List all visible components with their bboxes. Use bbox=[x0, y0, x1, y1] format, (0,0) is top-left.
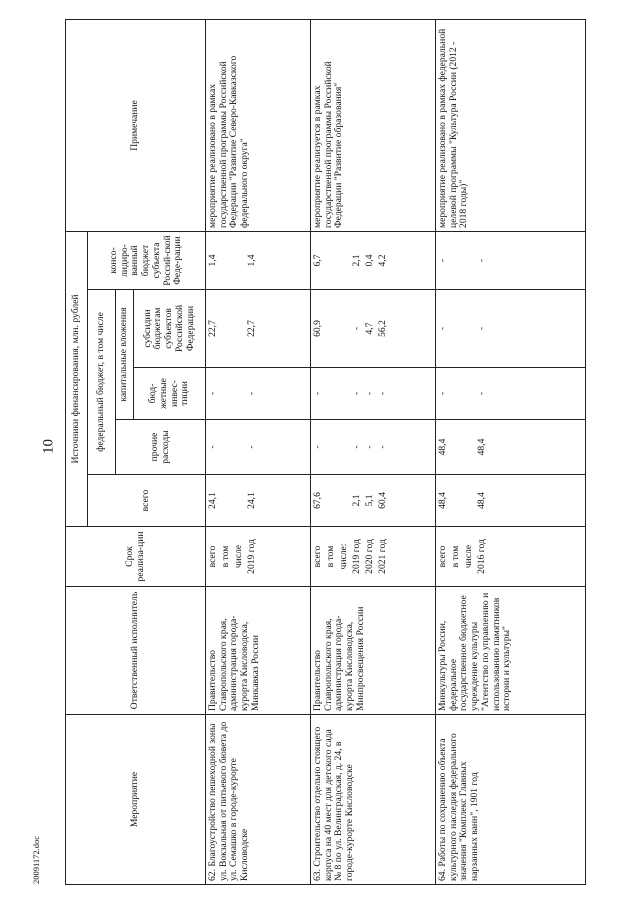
header-subsidies: субсидии бюджетам субъектов Российской Федерации bbox=[134, 290, 206, 368]
row-subsidies: - - bbox=[436, 290, 586, 368]
header-term: Срок реализа-ции bbox=[66, 527, 206, 587]
row-event: 62. Благоустройство пешеходной зоны ул. Вокзальная от питьевого бювета до ул. Семашко в городе-курорте Кисловодске bbox=[206, 715, 311, 885]
row-responsible: Минкультуры России, федеральное государственное бюджетное учреждение культуры "Агентство по управлению и использованию памятников истории и культуры" bbox=[436, 587, 586, 715]
header-capital: капитальные вложения bbox=[116, 290, 134, 420]
row-total: 48,4 48,4 bbox=[436, 475, 586, 527]
row-other-expenses: - - bbox=[206, 420, 311, 475]
row-total: 24,1 24,1 bbox=[206, 475, 311, 527]
header-budget-invest: бюд-жетные инвес-тиции bbox=[134, 368, 206, 420]
row-note: мероприятие реализовано в рамках федеральной целевой программы "Культура России (2012 - 2018 годы)" bbox=[436, 19, 586, 231]
row-note: мероприятие реализуется в рамках государственной программы Российской Федерации "Развитие образования" bbox=[311, 19, 436, 231]
header-event: Мероприятие bbox=[66, 715, 206, 885]
financing-table bbox=[65, 19, 586, 885]
row-responsible: Правительство Ставропольского края, администрация города-курорта Кисловодска, Минпросвещения России bbox=[311, 587, 436, 715]
row-responsible: Правительство Ставропольского края, администрация города-курорта Кисловодска, Минкавказ России bbox=[206, 587, 311, 715]
table-row bbox=[206, 19, 311, 884]
row-budget-invest: - - bbox=[206, 368, 311, 420]
row-event: 64. Работы по сохранению объекта культурного наследия федерального значения "Комплекс Главных нарзанных ванн", 1901 год bbox=[436, 715, 586, 885]
rotated-table-container bbox=[65, 20, 585, 885]
table-row bbox=[436, 19, 586, 884]
header-sources: Источники финансирования, млн. рублей bbox=[66, 231, 88, 526]
row-other-expenses: 48,4 48,4 bbox=[436, 420, 586, 475]
header-responsible: Ответственный исполнитель bbox=[66, 587, 206, 715]
row-total: 67,6 2,1 5,1 60,4 bbox=[311, 475, 436, 527]
header-other-expenses: прочие расходы bbox=[116, 420, 206, 475]
row-subsidies: 60,9 - 4,7 56,2 bbox=[311, 290, 436, 368]
page-number: 10 bbox=[40, 439, 57, 454]
row-consolidated: 1,4 1,4 bbox=[206, 231, 311, 289]
row-terms: всего в том числе 2019 год bbox=[206, 527, 311, 587]
row-terms: всего в том числе: 2019 год 2020 год 2021 год bbox=[311, 527, 436, 587]
header-federal: федеральный бюджет, в том числе bbox=[88, 290, 116, 475]
row-consolidated: 6,7 2,1 0,4 4,2 bbox=[311, 231, 436, 289]
document-code: 20091172.doc bbox=[31, 835, 41, 885]
row-budget-invest: - - bbox=[436, 368, 586, 420]
row-terms: всего в том числе 2016 год bbox=[436, 527, 586, 587]
row-budget-invest: - - - - bbox=[311, 368, 436, 420]
row-consolidated: - - bbox=[436, 231, 586, 289]
table-row bbox=[311, 19, 436, 884]
row-subsidies: 22,7 22,7 bbox=[206, 290, 311, 368]
header-consolidated: консо-лидиро-ванный бюджет субъекта Россий-ской Феде-рации bbox=[88, 231, 206, 289]
header-note: Примечание bbox=[66, 19, 206, 231]
header-total: всего bbox=[88, 475, 206, 527]
row-other-expenses: - - - - bbox=[311, 420, 436, 475]
row-note: мероприятие реализовано в рамках государственной программы Российской Федерации "Развитие Северо-Кавказского федерального округа" bbox=[206, 19, 311, 231]
row-event: 63. Строительство отдельно стоящего корпуса на 40 мест для детского сада № 8 по ул. Велинградская, д. 24, в городе-курорте Кисловодске bbox=[311, 715, 436, 885]
